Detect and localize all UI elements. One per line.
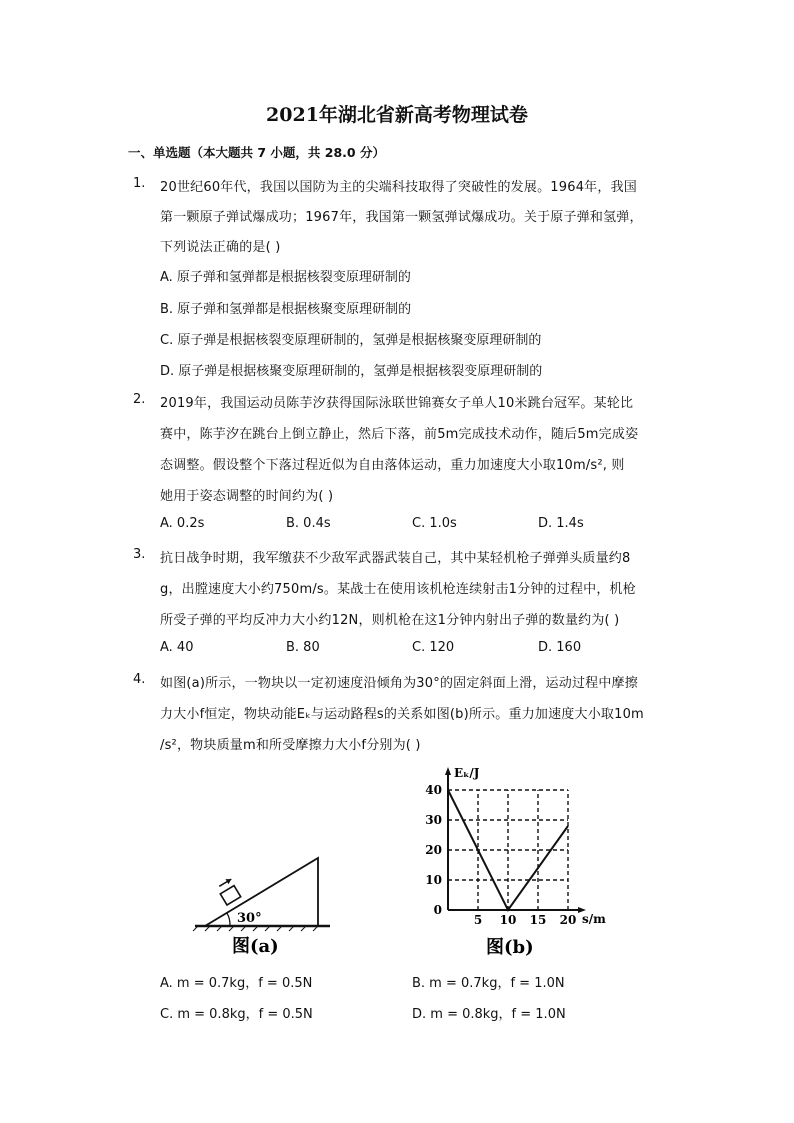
x-axis-label: s/m xyxy=(582,912,606,926)
question-4-option-d[interactable]: D. m = 0.8kg，f = 1.0N xyxy=(412,1007,566,1022)
question-4-line-1: 如图(a)所示，一物块以一定初速度沿倾角为30°的固定斜面上滑，运动过程中摩擦 xyxy=(160,676,638,691)
question-2-line-1: 2019年，我国运动员陈芋汐获得国际泳联世锦赛女子单人10米跳台冠军。某轮比 xyxy=(160,396,634,411)
question-4-option-c[interactable]: C. m = 0.8kg，f = 0.5N xyxy=(160,1007,313,1022)
y-tick-label: 30 xyxy=(425,813,442,827)
question-3-line-3: 所受子弹的平均反冲力大小约12N，则机枪在这1分钟内射出子弹的数量约为( ) xyxy=(160,613,620,628)
angle-label: 30° xyxy=(237,911,262,926)
question-2-number: 2. xyxy=(133,392,146,407)
x-tick-label: 20 xyxy=(559,913,577,927)
question-1-line-3: 下列说法正确的是( ) xyxy=(160,240,281,255)
question-3-option-d[interactable]: D. 160 xyxy=(538,640,582,655)
question-2-option-d[interactable]: D. 1.4s xyxy=(538,516,584,531)
question-2-option-c[interactable]: C. 1.0s xyxy=(412,516,457,531)
question-4-number: 4. xyxy=(133,672,146,687)
question-1-option-d[interactable]: D. 原子弹是根据核聚变原理研制的，氢弹是根据核裂变原理研制的 xyxy=(160,364,543,379)
section-heading: 一、单选题（本大题共 7 小题，共 28.0 分） xyxy=(128,145,385,160)
y-tick-label: 0 xyxy=(433,903,442,917)
question-1-number: 1. xyxy=(133,176,146,191)
question-4-option-b[interactable]: B. m = 0.7kg，f = 1.0N xyxy=(412,976,565,991)
question-1-line-2: 第一颗原子弹试爆成功；1967年，我国第一颗氢弹试爆成功。关于原子弹和氢弹， xyxy=(160,210,643,225)
question-2-line-2: 赛中，陈芋汐在跳台上倒立静止，然后下落，前5m完成技术动作，随后5m完成姿 xyxy=(160,427,639,442)
figure-b-chart xyxy=(418,765,618,965)
question-3-option-a[interactable]: A. 40 xyxy=(160,640,194,655)
question-4-line-2: 力大小f恒定，物块动能Eₖ与运动路程s的关系如图(b)所示。重力加速度大小取10m xyxy=(160,707,644,722)
question-3-line-2: g，出膛速度大小约750m/s。某战士在使用该机枪连续射击1分钟的过程中，机枪 xyxy=(160,582,636,597)
question-2-line-3: 态调整。假设整个下落过程近似为自由落体运动，重力加速度大小取10m/s², 则 xyxy=(160,458,625,473)
figure-a-incline xyxy=(190,840,340,960)
figure-a-caption: 图(a) xyxy=(232,936,279,957)
x-tick-label: 5 xyxy=(473,913,483,927)
y-tick-label: 10 xyxy=(425,873,442,887)
question-3-option-c[interactable]: C. 120 xyxy=(412,640,455,655)
page-title: 2021年湖北省新高考物理试卷 xyxy=(266,104,528,126)
y-tick-label: 20 xyxy=(425,843,442,857)
question-3-option-b[interactable]: B. 80 xyxy=(286,640,320,655)
question-1-option-c[interactable]: C. 原子弹是根据核裂变原理研制的，氢弹是根据核聚变原理研制的 xyxy=(160,333,542,348)
y-tick-label: 40 xyxy=(425,783,442,797)
question-2-option-b[interactable]: B. 0.4s xyxy=(286,516,331,531)
y-axis-arrow xyxy=(445,767,451,775)
question-1-option-b[interactable]: B. 原子弹和氢弹都是根据核聚变原理研制的 xyxy=(160,302,412,317)
question-2-line-4: 她用于姿态调整的时间约为( ) xyxy=(160,489,334,504)
figure-b-caption: 图(b) xyxy=(486,937,534,958)
y-axis-label: Eₖ/J xyxy=(454,766,480,780)
angle-arc xyxy=(227,913,230,926)
question-1-line-1: 20世纪60年代，我国以国防为主的尖端科技取得了突破性的发展。1964年，我国 xyxy=(160,180,637,195)
x-tick-label: 15 xyxy=(529,913,547,927)
question-4-option-a[interactable]: A. m = 0.7kg，f = 0.5N xyxy=(160,976,313,991)
question-1-option-a[interactable]: A. 原子弹和氢弹都是根据核裂变原理研制的 xyxy=(160,270,411,285)
x-tick-label: 10 xyxy=(499,913,517,927)
block xyxy=(215,877,241,905)
question-3-line-1: 抗日战争时期，我军缴获不少敌军武器武装自己，其中某轻机枪子弹弹头质量约8 xyxy=(160,551,631,566)
question-3-number: 3. xyxy=(133,547,146,562)
question-2-option-a[interactable]: A. 0.2s xyxy=(160,516,205,531)
question-4-line-3: /s²，物块质量m和所受摩擦力大小f分别为( ) xyxy=(160,738,421,753)
